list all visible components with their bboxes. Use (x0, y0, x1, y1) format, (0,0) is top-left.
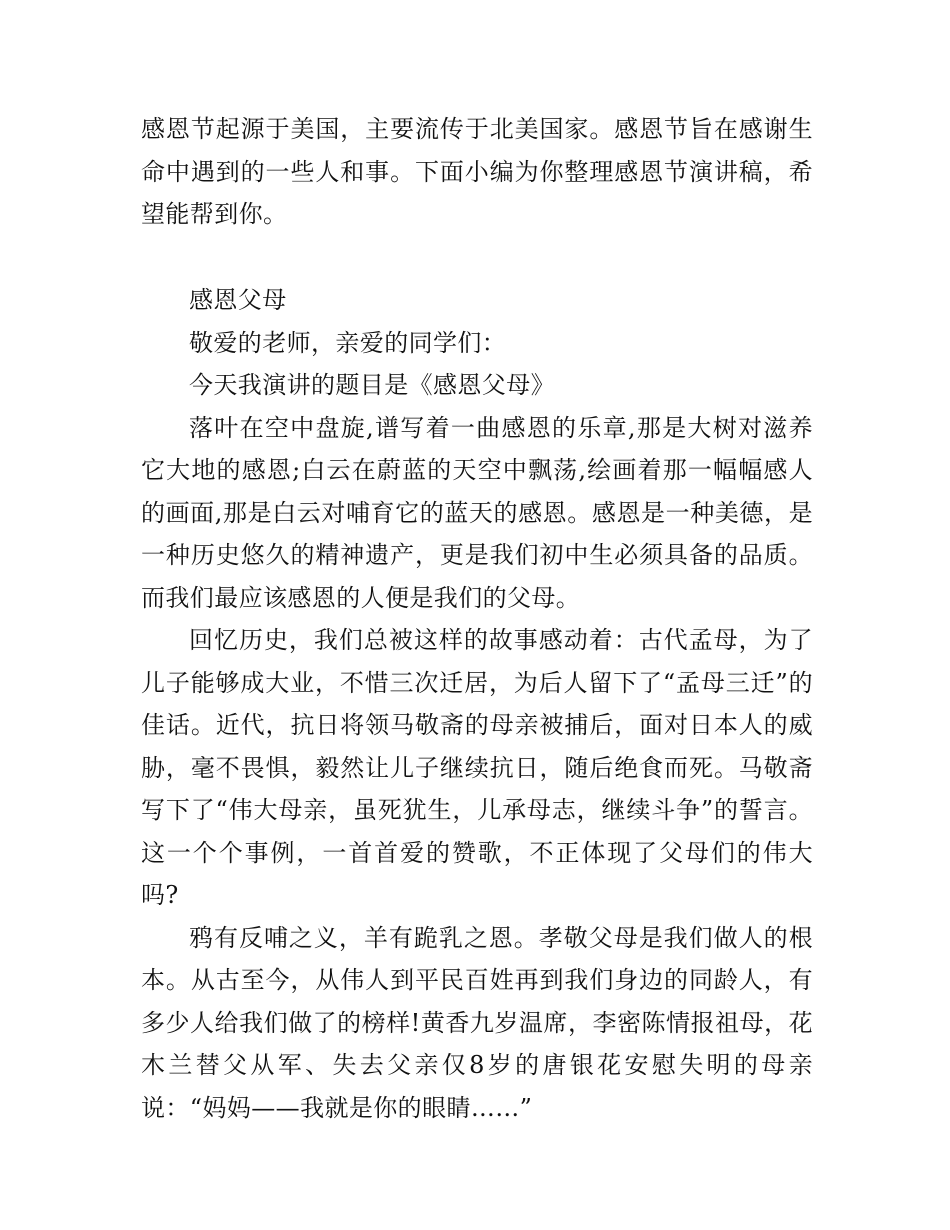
intro-paragraph: 感恩节起源于美国，主要流传于北美国家。感恩节旨在感谢生命中遇到的一些人和事。下面小编为你整理感恩节演讲稿，希望能帮到你。 (141, 115, 813, 228)
speech-heading: 感恩父母 (189, 286, 287, 314)
body-paragraph: 落叶在空中盘旋,谱写着一曲感恩的乐章,那是大树对滋养它大地的感恩;白云在蔚蓝的天空中飘荡,绘画着那一幅幅感人的画面,那是白云对哺育它的蓝天的感恩。感恩是一种美德，是一种历史悠久的精神遗产，更是我们初中生必须具备的品质。而我们最应该感恩的人便是我们的父母。 (141, 413, 813, 612)
speech-body (141, 279, 813, 1129)
body-paragraph: 回忆历史，我们总被这样的故事感动着：古代孟母，为了儿子能够成大业，不惜三次迁居，为后人留下了“孟母三迁”的佳话。近代，抗日将领马敬斋的母亲被捕后，面对日本人的威胁，毫不畏惧，毅然让儿子继续抗日，随后绝食而死。马敬斋写下了“伟大母亲，虽死犹生，儿承母志，继续斗争”的誓言。这一个个事例，一首首爱的赞歌，不正体现了父母们的伟大吗? (141, 626, 813, 909)
body-paragraph: 鸦有反哺之义，羊有跪乳之恩。孝敬父母是我们做人的根本。从古至今，从伟人到平民百姓再到我们身边的同龄人，有多少人给我们做了的榜样!黄香九岁温席，李密陈情报祖母，花木兰替父从军、失去父亲仅8岁的唐银花安慰失明的母亲说：“妈妈——我就是你的眼睛……” (141, 923, 813, 1122)
speech-topic: 今天我演讲的题目是《感恩父母》 (189, 371, 555, 399)
speech-greeting: 敬爱的老师，亲爱的同学们： (189, 328, 507, 357)
